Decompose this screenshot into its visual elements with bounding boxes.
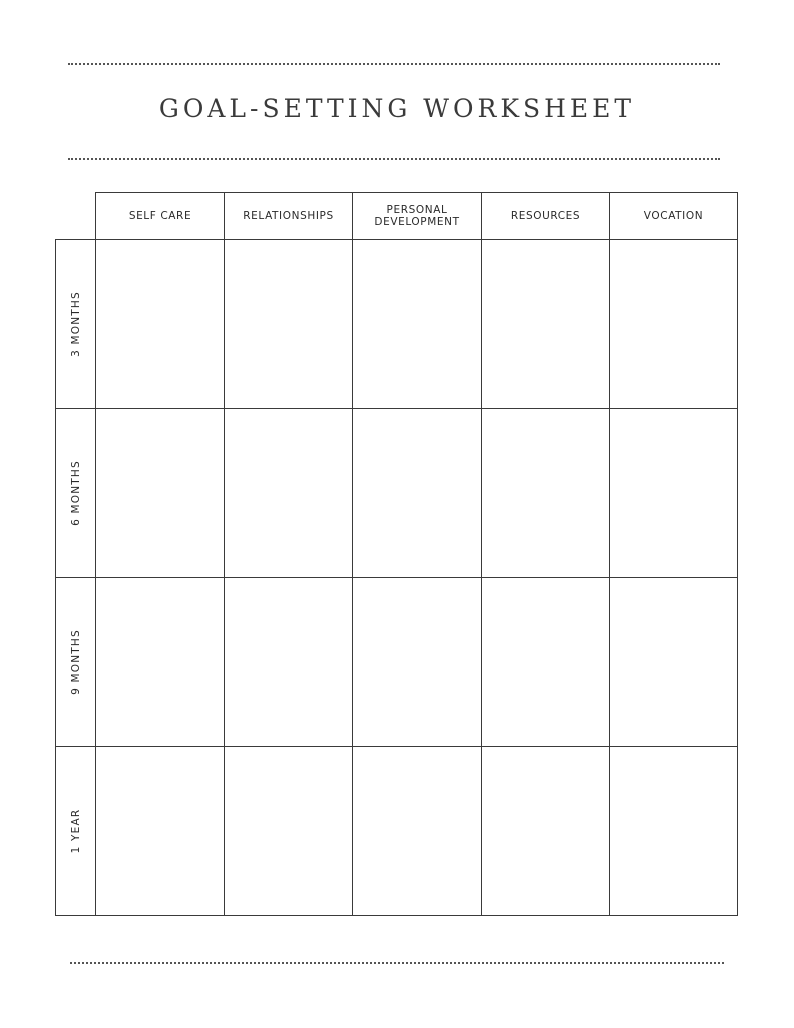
row-header-1-year [55,746,96,916]
goal-cell[interactable] [224,577,353,747]
row-header-label: 9 MONTHS [69,629,82,695]
column-header-label: RELATIONSHIPS [243,210,334,222]
goal-cell[interactable] [95,239,225,409]
column-header-relationships [224,192,353,240]
row-header-3-months [55,239,96,409]
column-header-label: RESOURCES [510,210,581,222]
column-header-label: VOCATION [643,210,704,222]
column-header-resources [481,192,610,240]
goal-cell[interactable] [95,408,225,578]
goal-cell[interactable] [352,577,482,747]
goal-cell[interactable] [224,746,353,916]
column-header-personal-development [352,192,482,240]
goal-cell[interactable] [609,746,738,916]
goal-cell[interactable] [609,577,738,747]
column-header-label: SELF CARE [128,210,192,222]
goal-cell[interactable] [481,408,610,578]
goal-cell[interactable] [352,408,482,578]
goal-cell[interactable] [609,239,738,409]
row-header-label: 1 YEAR [69,808,82,854]
goal-cell[interactable] [95,746,225,916]
row-header-label: 3 MONTHS [69,291,82,357]
goal-cell[interactable] [481,746,610,916]
goal-cell[interactable] [609,408,738,578]
goal-cell[interactable] [224,408,353,578]
column-header-label: PERSONAL DEVELOPMENT [374,204,460,228]
column-header-vocation [609,192,738,240]
page-title: GOAL-SETTING WORKSHEET [158,94,636,123]
goal-cell[interactable] [224,239,353,409]
column-header-self-care [95,192,225,240]
goal-cell[interactable] [352,746,482,916]
row-header-9-months [55,577,96,747]
goal-cell[interactable] [481,239,610,409]
bottom-dotted-divider [70,962,724,964]
row-header-6-months [55,408,96,578]
row-header-label: 6 MONTHS [69,460,82,526]
goal-cell[interactable] [95,577,225,747]
goal-cell[interactable] [481,577,610,747]
goal-cell[interactable] [352,239,482,409]
